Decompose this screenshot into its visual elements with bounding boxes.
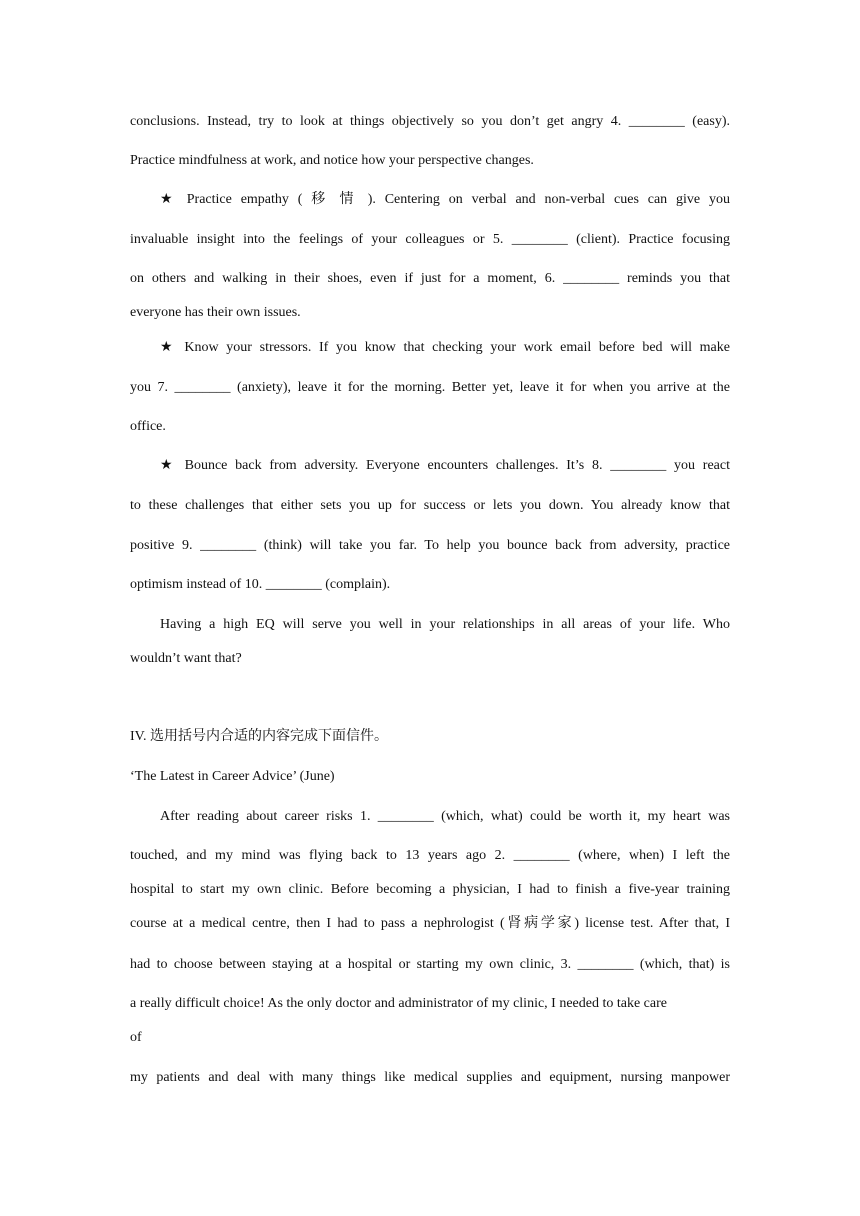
letter-title: ‘The Latest in Career Advice’ (June) bbox=[130, 769, 335, 784]
text-line: wouldn’t want that? bbox=[130, 651, 242, 666]
text-line: had to choose between staying at a hospital or starting my own clinic, 3. ________ (which, that) is bbox=[130, 957, 730, 972]
section-heading: IV. 选用括号内合适的内容完成下面信件。 bbox=[130, 729, 388, 744]
text-line: office. bbox=[130, 419, 166, 434]
text-line: hospital to start my own clinic. Before becoming a physician, I had to finish a five-year training bbox=[130, 882, 730, 897]
text-line: Practice mindfulness at work, and notice how your perspective changes. bbox=[130, 153, 534, 168]
text-line: on others and walking in their shoes, even if just for a moment, 6. ________ reminds you that bbox=[130, 271, 730, 286]
text-line: positive 9. ________ (think) will take you far. To help you bounce back from adversity, practice bbox=[130, 538, 730, 553]
text-line: After reading about career risks 1. ________ (which, what) could be worth it, my heart was bbox=[160, 809, 730, 824]
text-line: to these challenges that either sets you up for success or lets you down. You already know that bbox=[130, 498, 730, 513]
text-line: conclusions. Instead, try to look at things objectively so you don’t get angry 4. ________ (easy). bbox=[130, 114, 730, 129]
text-line: of bbox=[130, 1030, 142, 1045]
text-line: optimism instead of 10. ________ (complain). bbox=[130, 577, 391, 592]
text-line: Having a high EQ will serve you well in your relationships in all areas of your life. Who bbox=[160, 617, 730, 632]
text-line: my patients and deal with many things like medical supplies and equipment, nursing manpower bbox=[130, 1070, 730, 1085]
text-line: touched, and my mind was flying back to 13 years ago 2. ________ (where, when) I left the bbox=[130, 848, 730, 863]
bullet-line: ★ Know your stressors. If you know that checking your work email before bed will make bbox=[160, 340, 730, 355]
text-line: a really difficult choice! As the only doctor and administrator of my clinic, I needed to take care bbox=[130, 996, 667, 1011]
text-line: everyone has their own issues. bbox=[130, 305, 301, 320]
text-line: invaluable insight into the feelings of your colleagues or 5. ________ (client). Practice focusing bbox=[130, 232, 730, 247]
bullet-line: ★ Bounce back from adversity. Everyone encounters challenges. It’s 8. ________ you react bbox=[160, 458, 730, 473]
text-line: you 7. ________ (anxiety), leave it for the morning. Better yet, leave it for when you arrive at the bbox=[130, 380, 730, 395]
text-line: course at a medical centre, then I had to pass a nephrologist (肾病学家) license test. After that, I bbox=[130, 916, 730, 931]
bullet-line: ★ Practice empathy ( 移 情 ). Centering on verbal and non-verbal cues can give you bbox=[160, 192, 730, 207]
